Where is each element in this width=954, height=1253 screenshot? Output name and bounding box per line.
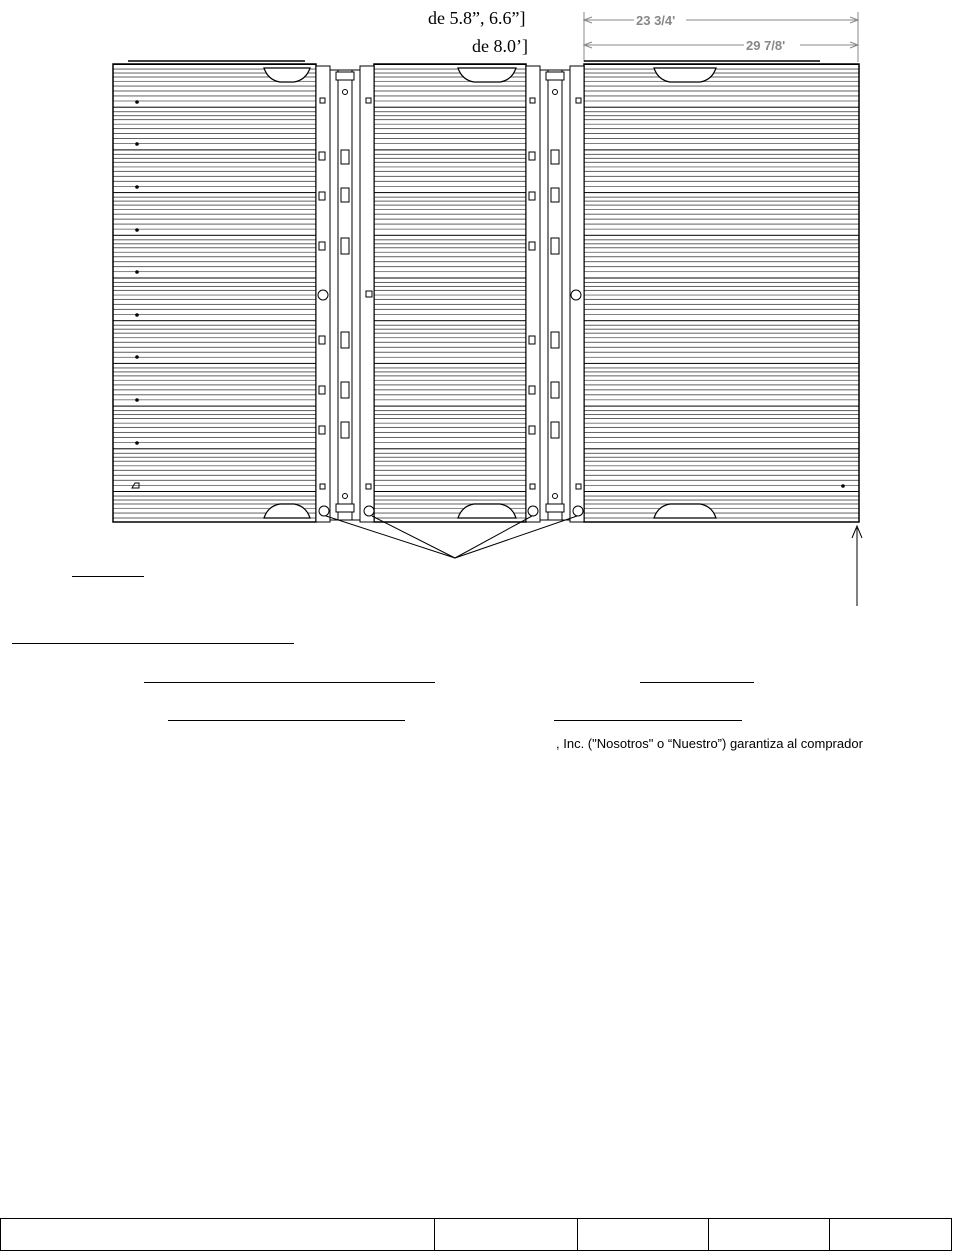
footer-cell-1	[1, 1219, 435, 1250]
dimension-label-2: 29 7/8'	[746, 38, 786, 53]
underline-2	[12, 643, 294, 644]
ramp-panel-center	[374, 64, 526, 522]
dimension-lines	[584, 12, 858, 62]
underline-5	[168, 720, 405, 721]
underline-3	[144, 682, 435, 683]
underline-6	[554, 720, 742, 721]
drawing-note-width: de 5.8”, 6.6”]	[428, 8, 526, 28]
warranty-text: , Inc. ("Nosotros" o “Nuestro”) garantiza al comprador	[556, 736, 863, 751]
dimension-label-1: 23 3/4'	[636, 13, 676, 28]
right-arrow	[852, 526, 862, 606]
underline-1	[72, 576, 144, 577]
ramp-technical-drawing	[0, 0, 954, 620]
footer-cell-4	[709, 1219, 830, 1250]
footer-table	[0, 1218, 952, 1251]
drawing-note-length: de 8.0’]	[472, 36, 528, 56]
ramp-panel-right	[584, 64, 859, 522]
footer-cell-2	[435, 1219, 578, 1250]
footer-cell-3	[578, 1219, 709, 1250]
underline-4	[640, 682, 754, 683]
footer-cell-5	[830, 1219, 951, 1250]
ramp-panel-left	[113, 64, 316, 522]
